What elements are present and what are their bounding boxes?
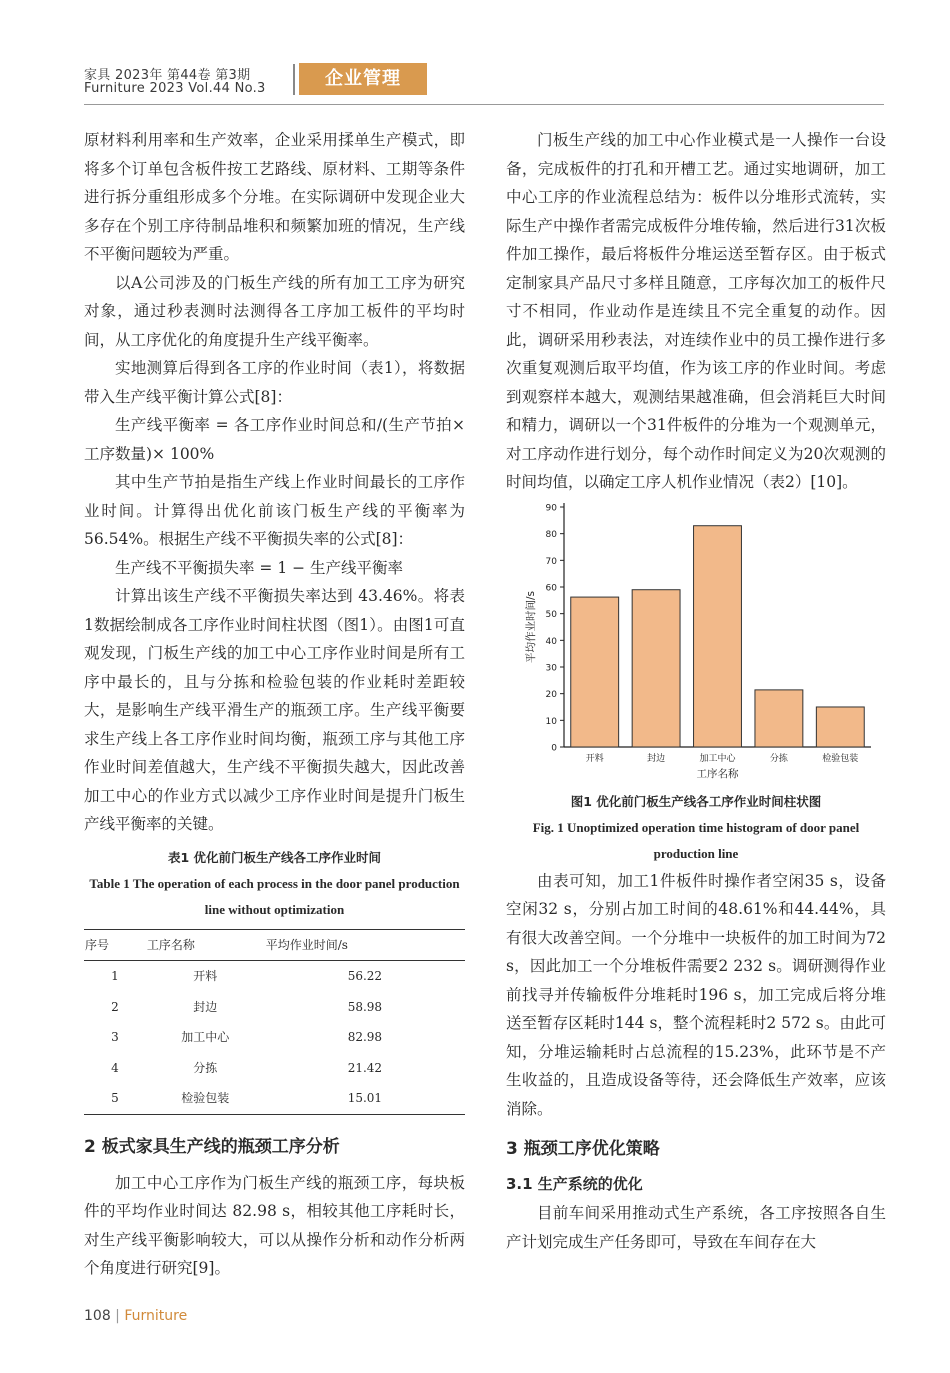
paragraph: 目前车间采用推动式生产系统，各工序按照各自生产计划完成生产任务即可，导致在车间存在大	[506, 1204, 886, 1251]
journal-info-cn: 家具 2023年 第44卷 第3期	[84, 68, 251, 83]
cell: 2	[111, 999, 119, 1014]
table-row	[84, 1083, 465, 1114]
cell: 5	[84, 1083, 146, 1114]
cell: 4	[111, 1060, 119, 1075]
bar-1	[571, 597, 619, 747]
formula-balance-rate: 生产线平衡率 = 各工序作业时间总和/(生产节拍×工序数量)× 100%	[84, 416, 465, 463]
bar-chart	[506, 499, 886, 789]
paragraph: 以A公司涉及的门板生产线的所有加工工序为研究对象，通过秒表测时法测得各工序加工板件的平均时间，从工序优化的角度提升生产线平衡率。	[84, 273, 465, 349]
cell: 58.98	[347, 999, 383, 1014]
table-row	[84, 961, 465, 992]
paragraph: 门板生产线的加工中心作业模式是一人操作一台设备，完成板件的打孔和开槽工艺。通过实地调研，加工中心工序的作业流程总结为：板件以分堆形式流转，实际生产中操作者需完成板件分堆传输，然后进行31次板件加工操作，最后将板件分堆运送至暂存区。由于板式定制家具产品尺寸多样且随意，工序每次加工的板件尺寸不相同，作业动作是连续且不完全重复的动作。因此，调研采用秒表法，对连续作业中的员工操作进行多次重复观测后取平均值，作为该工序的作业时间。考虑到观察样本越大，观测结果越准确，但会消耗巨大时间和精力，调研以一个31件板件的分堆为一个观测单元，对工序动作进行划分，每个动作时间定义为20次观测的时间均值，以确定工序人机作业情况（表2）[10]。	[506, 131, 886, 491]
cell: 开料	[193, 969, 218, 983]
header-divider	[293, 64, 295, 95]
bar-5	[816, 706, 864, 746]
cell: 21.42	[347, 1060, 383, 1075]
x-tick-label: 加工中心	[699, 753, 736, 764]
bar-2	[632, 589, 680, 746]
cell: 分拣	[193, 1060, 218, 1075]
bar-3	[694, 525, 742, 746]
journal-info-en: Furniture 2023 Vol.44 No.3	[84, 81, 266, 96]
page-number: 108	[84, 1308, 111, 1324]
y-tick-label: 80	[545, 529, 557, 540]
table-header: 序号	[84, 929, 146, 961]
page-footer: 108 | Furniture	[84, 1308, 188, 1324]
paragraph: 计算出该生产线不平衡损失率达到 43.46%。将表1数据绘制成各工序作业时间柱状图（图1）。由图1可直观发现，门板生产线的加工中心工序作业时间是所有工序中最长的，且与分拣和检验包装的作业耗时差距较大，是影响生产线平滑生产的瓶颈工序。生产线平衡要求生产线上各工序作业时间均衡，瓶颈工序与其他工序作业时间差值越大，生产线不平衡损失越大，因此改善加工中心的作业方式以减少工序作业时间是提升门板生产线平衡率的关键。	[84, 587, 465, 833]
table-header: 平均作业时间/s	[265, 929, 465, 961]
y-tick-label: 70	[545, 556, 557, 567]
table-1	[84, 929, 465, 1115]
x-tick-label: 开料	[585, 753, 604, 764]
table-caption-cn: 表1 优化前门板生产线各工序作业时间	[167, 849, 382, 865]
section-3-title: 3 瓶颈工序优化策略	[506, 1139, 660, 1159]
y-tick-label: 40	[545, 636, 557, 647]
cell: 1	[111, 969, 119, 983]
y-tick-label: 60	[545, 583, 557, 593]
paragraph: 由表可知，加工1件板件时操作者空闲35 s，设备空闲32 s，分别占加工时间的48.61%和44.44%，具有很大改善空间。一个分堆中一块板件的加工时间为72 s，因此加工一个分堆板件需要2 232 s。调研测得作业前找寻并传输板件分堆耗时196 s，加工完成后将分堆送至暂存区耗时144 s，整个流程耗时2 572 s。由此可知，分堆运输耗时占总流程的15.23%，此环节是不产生收益的，且造成设备等待，还会降低生产效率，应该消除。	[506, 871, 886, 1118]
section-badge: 企业管理	[299, 63, 427, 95]
table-row	[84, 992, 465, 1023]
cell: 3	[111, 1030, 119, 1044]
x-tick-label: 封边	[647, 753, 666, 764]
left-column	[84, 126, 465, 1283]
cell: 56.22	[347, 969, 383, 983]
table-row	[84, 1053, 465, 1084]
paragraph: 原材料利用率和生产效率，企业采用揉单生产模式，即将多个订单包含板件按工艺路线、原材料、工期等条件进行拆分重组形成多个分堆。在实际调研中发现企业大多存在个别工序待制品堆积和频繁加班的情况，生产线不平衡问题较为严重。	[84, 131, 465, 263]
footer-brand: Furniture	[124, 1308, 188, 1324]
paragraph: 实地测算后得到各工序的作业时间（表1），将数据带入生产线平衡计算公式[8]：	[84, 359, 465, 406]
figure-caption-cn: 图1 优化前门板生产线各工序作业时间柱状图	[570, 793, 822, 809]
cell: 82.98	[347, 1030, 383, 1044]
y-tick-label: 10	[545, 716, 557, 727]
x-tick-label: 分拣	[769, 753, 788, 764]
x-tick-label: 检验包装	[822, 753, 859, 764]
paragraph: 其中生产节拍是指生产线上作业时间最长的工序作业时间。计算得出优化前该门板生产线的平衡率为 56.54%。根据生产线不平衡损失率的公式[8]：	[84, 473, 465, 548]
cell: 检验包装	[146, 1083, 265, 1114]
table-header: 工序名称	[146, 929, 265, 961]
y-tick-label: 90	[545, 503, 557, 513]
formula-loss-rate: 生产线不平衡损失率 = 1 − 生产线平衡率	[115, 558, 404, 577]
bar-4	[755, 689, 803, 746]
table-row	[84, 1022, 465, 1053]
table-caption-en: Table 1 The operation of each process in the door panel production line without optimization	[89, 875, 460, 917]
header-rule	[84, 104, 884, 105]
section-2-title: 2 板式家具生产线的瓶颈工序分析	[84, 1136, 340, 1157]
y-axis-label: 平均作业时间/s	[525, 590, 537, 663]
subsection-3-1-title: 3.1 生产系统的优化	[506, 1175, 643, 1193]
x-axis-label: 工序名称	[696, 767, 739, 780]
y-tick-label: 30	[545, 663, 557, 673]
y-tick-label: 20	[545, 689, 557, 700]
y-tick-label: 0	[551, 743, 557, 753]
right-column	[506, 126, 886, 1256]
y-tick-label: 50	[545, 609, 557, 620]
cell: 15.01	[265, 1083, 465, 1114]
paragraph: 加工中心工序作为门板生产线的瓶颈工序，每块板件的平均作业时间达 82.98 s，相较其他工序耗时长，对生产线平衡影响较大，可以从操作分析和动作分析两个角度进行研究[9]。	[84, 1173, 465, 1277]
cell: 封边	[193, 999, 218, 1014]
figure-caption-en: Fig. 1 Unoptimized operation time histogram of door panel production line	[532, 819, 860, 861]
cell: 加工中心	[181, 1030, 230, 1044]
